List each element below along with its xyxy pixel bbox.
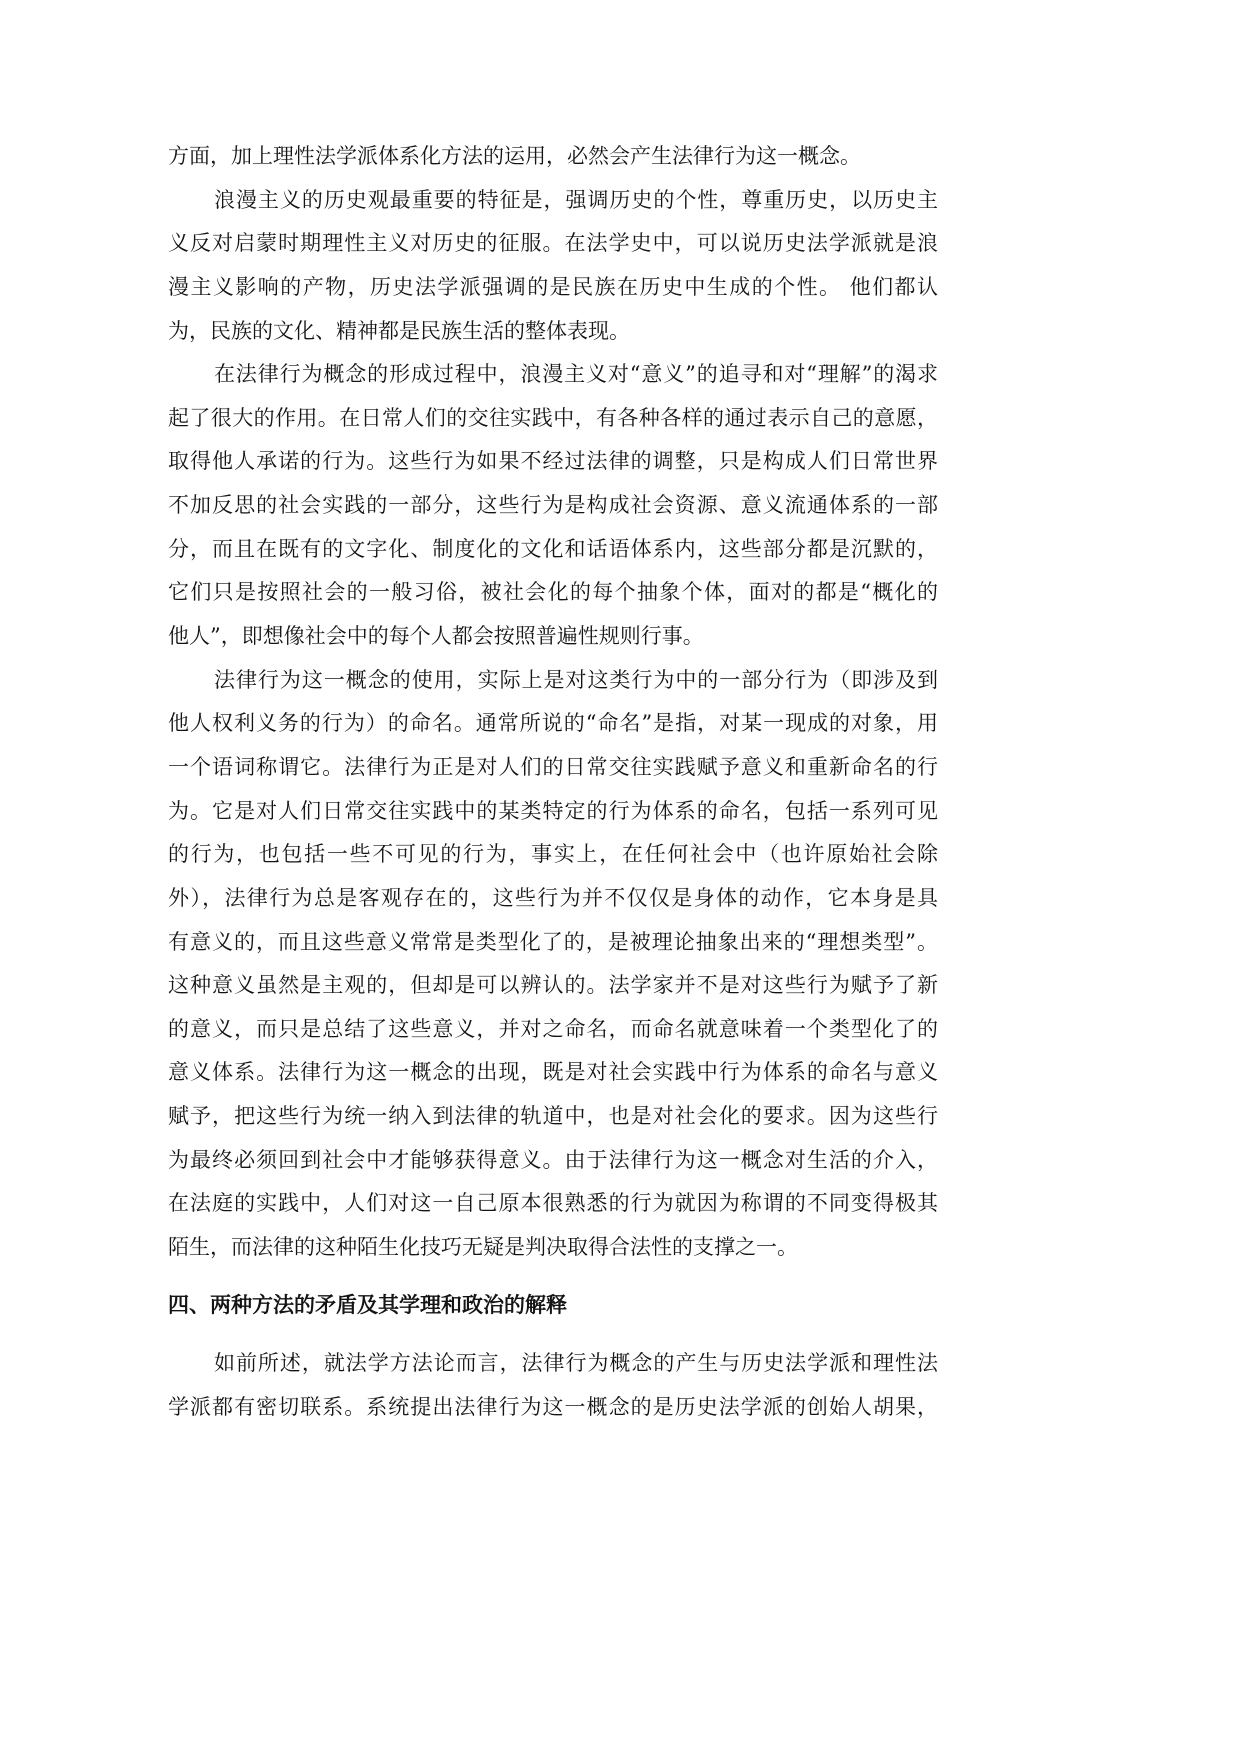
- paragraph-line: 有意义的，而且这些意义常常是类型化了的，是被理论抽象出来的“理想类型”。: [168, 929, 938, 954]
- paragraph-line: 法律行为这一概念的使用，实际上是对这类行为中的一部分行为（即涉及到: [214, 667, 938, 692]
- paragraph-line: 赋予，把这些行为统一纳入到法律的轨道中，也是对社会化的要求。因为这些行: [168, 1104, 938, 1129]
- paragraph: [168, 353, 938, 658]
- paragraph-line: 意义体系。法律行为这一概念的出现，既是对社会实践中行为体系的命名与意义: [168, 1060, 938, 1085]
- paragraph: [168, 179, 938, 354]
- section-heading: 四、两种方法的矛盾及其学理和政治的解释: [168, 1292, 567, 1317]
- paragraph-line: 陌生，而法律的这种陌生化技巧无疑是判决取得合法性的支撑之一。: [168, 1235, 798, 1260]
- paragraph-line: 起了很大的作用。在日常人们的交往实践中，有各种各样的通过表示自己的意愿，: [168, 405, 938, 430]
- paragraph-line: 不加反思的社会实践的一部分，这些行为是构成社会资源、意义流通体系的一部: [168, 493, 938, 518]
- paragraph-line: 这种意义虽然是主观的，但却是可以辨认的。法学家并不是对这些行为赋予了新: [168, 973, 938, 998]
- paragraph-line: 为最终必须回到社会中才能够获得意义。由于法律行为这一概念对生活的介入，: [168, 1147, 938, 1172]
- paragraph-line: 浪漫主义的历史观最重要的特征是，强调历史的个性，尊重历史，以历史主: [214, 187, 938, 212]
- paragraph-line: 分，而且在既有的文字化、制度化的文化和话语体系内，这些部分都是沉默的，: [168, 536, 938, 561]
- paragraph-line: 外），法律行为总是客观存在的，这些行为并不仅仅是身体的动作，它本身是具: [168, 885, 938, 910]
- paragraph-line: 为，民族的文化、精神都是民族生活的整体表现。: [168, 318, 630, 343]
- paragraph-line: 义反对启蒙时期理性主义对历史的征服。在法学史中，可以说历史法学派就是浪: [168, 231, 938, 256]
- paragraph-line: 方面，加上理性法学派体系化方法的运用，必然会产生法律行为这一概念。: [168, 144, 861, 168]
- paragraph-line: 学派都有密切联系。系统提出法律行为这一概念的是历史法学派的创始人胡果，: [168, 1394, 938, 1419]
- paragraph-line: 在法庭的实践中，人们对这一自己原本很熟悉的行为就因为称谓的不同变得极其: [168, 1191, 938, 1216]
- page-body: [168, 135, 938, 1430]
- paragraph-line: 为。它是对人们日常交往实践中的某类特定的行为体系的命名，包括一系列可见: [168, 798, 938, 823]
- paragraph-line: 他人”，即想像社会中的每个人都会按照普遍性规则行事。: [168, 624, 704, 649]
- paragraph-line: 一个语词称谓它。法律行为正是对人们的日常交往实践赋予意义和重新命名的行: [168, 754, 938, 779]
- paragraph: [168, 659, 938, 1270]
- paragraph: [168, 135, 938, 179]
- paragraph-line: 漫主义影响的产物，历史法学派强调的是民族在历史中生成的个性。 他们都认: [168, 274, 938, 299]
- paragraph-line: 的行为，也包括一些不可见的行为，事实上，在任何社会中（也许原始社会除: [168, 842, 938, 867]
- paragraph-line: 他人权利义务的行为）的命名。通常所说的“命名”是指，对某一现成的对象，用: [168, 711, 938, 736]
- paragraph-line: 的意义，而只是总结了这些意义，并对之命名，而命名就意味着一个类型化了的: [168, 1016, 938, 1041]
- paragraph: [168, 1342, 938, 1429]
- paragraph-line: 在法律行为概念的形成过程中，浪漫主义对“意义”的追寻和对“理解”的渴求: [214, 362, 938, 387]
- paragraph-line: 它们只是按照社会的一般习俗，被社会化的每个抽象个体，面对的都是“概化的: [168, 580, 938, 605]
- paragraph-line: 取得他人承诺的行为。这些行为如果不经过法律的调整，只是构成人们日常世界: [168, 449, 938, 474]
- paragraph-line: 如前所述，就法学方法论而言，法律行为概念的产生与历史法学派和理性法: [214, 1351, 938, 1376]
